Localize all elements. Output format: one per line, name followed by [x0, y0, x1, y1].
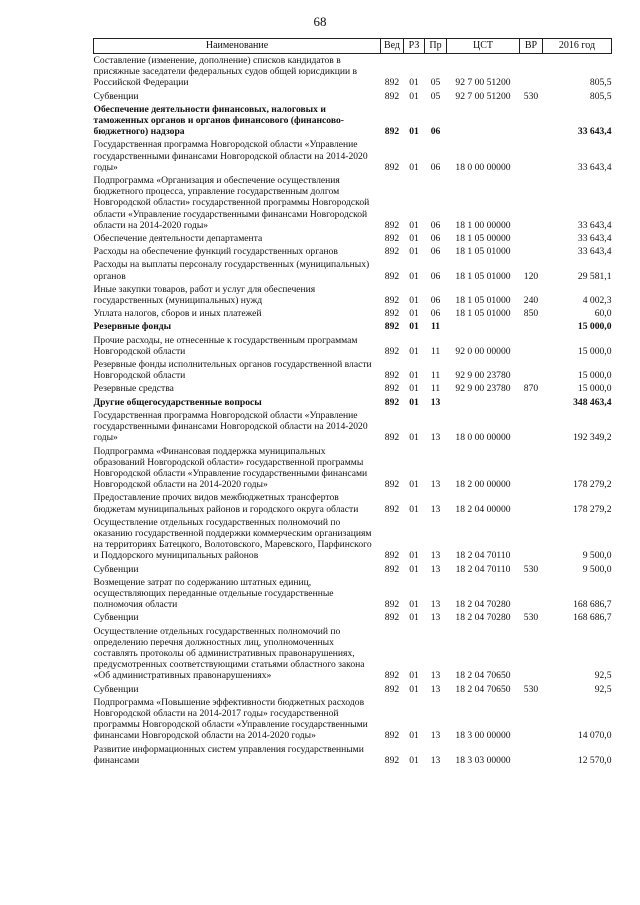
row-cst-cell: [447, 320, 520, 333]
row-rz-cell: 01: [409, 126, 419, 138]
row-sum-cell: 805,5: [589, 77, 612, 89]
row-pr-cell: 06: [430, 219, 441, 231]
row-name-cell: Подпрограмма «Организация и обеспечение осуществления бюджетного процесса, управление государственным долгом Новгородской области» государственной программы Новгородской области «Управление государственными финансами Новгородской области на 2014-2020 годы»: [93, 175, 370, 231]
table-row: [94, 283, 612, 307]
row-cst-cell: 92 7 00 51200: [455, 90, 511, 102]
row-name-cell: Развитие информационных систем управления государственными финансами: [93, 743, 364, 766]
table-row: [94, 382, 612, 395]
row-cst-cell: 18 3 03 00000: [455, 754, 511, 766]
table-row: [94, 611, 612, 624]
row-pr-cell: 13: [430, 503, 441, 515]
row-pr-cell: 05: [430, 77, 441, 89]
row-pr-cell: 06: [430, 246, 441, 258]
row-rz-cell: 01: [409, 754, 419, 766]
row-name-cell: Государственная программа Новгородской области «Управление государственными финансами Новгородской области на 2014-2020 годы»: [93, 139, 368, 173]
row-rz-cell: 01: [409, 370, 419, 382]
row-cst-cell: 18 1 05 01000: [455, 270, 511, 282]
row-rz-cell: 01: [409, 670, 419, 682]
row-sum-cell: 348 463,4: [573, 396, 612, 408]
table-row: [94, 563, 612, 576]
row-vr-cell: [520, 491, 543, 515]
row-ved-cell: 892: [384, 730, 400, 742]
row-rz-cell: 01: [409, 246, 419, 258]
row-cst-cell: 18 2 04 70650: [455, 670, 511, 682]
row-sum-cell: 12 570,0: [577, 754, 612, 766]
row-name-cell: Обеспечение деятельности финансовых, налоговых и таможенных органов и органов финансового (финансово-бюджетного) надзора: [93, 103, 344, 138]
table-row: [94, 320, 612, 333]
column-header-year: 2016 год: [543, 39, 612, 54]
row-pr-cell: 13: [430, 612, 441, 624]
table-row: [94, 409, 612, 445]
row-vr-cell: [520, 320, 543, 333]
row-vr-cell: 530: [523, 612, 539, 624]
row-ved-cell: 892: [384, 479, 400, 491]
row-vr-cell: 240: [523, 295, 539, 307]
row-vr-cell: [520, 696, 543, 743]
row-rz-cell: 01: [409, 345, 419, 357]
row-cst-cell: 18 2 04 70110: [455, 563, 511, 575]
row-name-cell: Возмещение затрат по содержанию штатных единиц, осуществляющих переданные отдельные государственные полномочия области: [93, 576, 334, 611]
row-sum-cell: 15 000,0: [577, 370, 612, 382]
row-cst-cell: 92 9 00 23780: [455, 370, 511, 382]
row-cst-cell: 18 0 00 00000: [455, 161, 511, 173]
row-ved-cell: 892: [384, 126, 400, 138]
row-pr-cell: 13: [430, 432, 441, 444]
column-header-name: Наименование: [94, 39, 381, 54]
row-name-cell: Резервные фонды исполнительных органов государственной власти Новгородской области: [93, 359, 372, 382]
row-sum-cell: 15 000,0: [577, 345, 612, 357]
row-pr-cell: 06: [430, 126, 441, 138]
row-cst-cell: 92 0 00 00000: [455, 345, 511, 357]
row-name-cell: Другие общегосударственные вопросы: [93, 396, 262, 408]
row-ved-cell: 892: [384, 612, 400, 624]
row-sum-cell: 9 500,0: [582, 563, 612, 575]
row-cst-cell: 18 0 00 00000: [455, 432, 511, 444]
row-name-cell: Субвенции: [93, 683, 139, 695]
row-ved-cell: 892: [384, 754, 400, 766]
table-row: [94, 138, 612, 174]
table-row: [94, 334, 612, 358]
row-pr-cell: 13: [430, 754, 441, 766]
row-vr-cell: [520, 54, 543, 90]
row-vr-cell: [520, 245, 543, 258]
row-name-cell: Подпрограмма «Повышение эффективности бюджетных расходов Новгородской области на 2014-2017 годы» государственной программы Новгородской области «Управление государственными финансами Новгородской области на 2014-2020 годы»: [93, 696, 368, 742]
row-cst-cell: 18 2 04 70280: [455, 599, 511, 611]
row-pr-cell: 13: [430, 550, 441, 562]
row-pr-cell: 11: [430, 383, 441, 395]
row-pr-cell: 05: [430, 90, 441, 102]
row-name-cell: Субвенции: [93, 90, 139, 102]
row-rz-cell: 01: [409, 612, 419, 624]
row-ved-cell: 892: [384, 396, 400, 408]
row-pr-cell: 13: [430, 396, 441, 408]
row-sum-cell: 15 000,0: [577, 383, 612, 395]
row-rz-cell: 01: [409, 550, 419, 562]
row-rz-cell: 01: [409, 683, 419, 695]
row-ved-cell: 892: [384, 503, 400, 515]
row-rz-cell: 01: [409, 383, 419, 395]
row-ved-cell: 892: [384, 295, 400, 307]
row-name-cell: Уплата налогов, сборов и иных платежей: [93, 308, 262, 320]
row-rz-cell: 01: [409, 270, 419, 282]
column-header-pr: Пр: [425, 39, 447, 54]
row-ved-cell: 892: [384, 246, 400, 258]
row-pr-cell: 13: [430, 599, 441, 611]
row-pr-cell: 13: [430, 670, 441, 682]
row-pr-cell: 06: [430, 233, 441, 245]
row-cst-cell: 18 1 05 01000: [455, 246, 511, 258]
row-name-cell: Резервные фонды: [93, 321, 172, 333]
row-vr-cell: [520, 625, 543, 683]
row-sum-cell: 33 643,4: [577, 246, 612, 258]
row-vr-cell: 850: [523, 308, 539, 320]
row-pr-cell: 06: [430, 295, 441, 307]
row-vr-cell: [520, 445, 543, 492]
row-cst-cell: 18 1 05 00000: [455, 233, 511, 245]
row-ved-cell: 892: [384, 345, 400, 357]
row-rz-cell: 01: [409, 308, 419, 320]
row-sum-cell: 33 643,4: [577, 233, 612, 245]
row-cst-cell: 18 2 04 00000: [455, 503, 511, 515]
row-sum-cell: 178 279,2: [573, 503, 612, 515]
row-vr-cell: [520, 396, 543, 409]
row-name-cell: Расходы на обеспечение функций государственных органов: [93, 246, 338, 258]
row-sum-cell: 60,0: [594, 308, 612, 320]
row-cst-cell: [447, 396, 520, 409]
row-rz-cell: 01: [409, 503, 419, 515]
row-rz-cell: 01: [409, 730, 419, 742]
column-header-rz: РЗ: [404, 39, 425, 54]
row-ved-cell: 892: [384, 432, 400, 444]
table-row: [94, 307, 612, 320]
table-row: [94, 743, 612, 767]
row-ved-cell: 892: [384, 370, 400, 382]
row-name-cell: Прочие расходы, не отнесенные к государственным программам Новгородской области: [93, 334, 358, 357]
row-ved-cell: 892: [384, 383, 400, 395]
row-sum-cell: 168 686,7: [573, 599, 612, 611]
row-ved-cell: 892: [384, 670, 400, 682]
row-rz-cell: 01: [409, 295, 419, 307]
row-rz-cell: 01: [409, 219, 419, 231]
row-ved-cell: 892: [384, 599, 400, 611]
row-name-cell: Расходы на выплаты персоналу государственных (муниципальных) органов: [93, 259, 370, 282]
row-rz-cell: 01: [409, 396, 419, 408]
row-sum-cell: 33 643,4: [577, 126, 612, 138]
row-ved-cell: 892: [384, 683, 400, 695]
row-rz-cell: 01: [409, 563, 419, 575]
row-name-cell: Подпрограмма «Финансовая поддержка муниципальных образований Новгородской области» государственной программы Новгородской области «Управление государственными финансами Новгородской области на 2014-2020 годы»: [93, 445, 368, 491]
row-sum-cell: 178 279,2: [573, 479, 612, 491]
table-row: [94, 625, 612, 683]
table-row: [94, 683, 612, 696]
row-cst-cell: 18 1 05 01000: [455, 295, 511, 307]
column-header-ved: Вед: [381, 39, 404, 54]
row-ved-cell: 892: [384, 219, 400, 231]
row-pr-cell: 13: [430, 563, 441, 575]
row-vr-cell: [520, 334, 543, 358]
row-vr-cell: 870: [523, 383, 539, 395]
column-header-vr: ВР: [520, 39, 543, 54]
row-name-cell: Обеспечение деятельности департамента: [93, 233, 263, 245]
row-vr-cell: [520, 409, 543, 445]
row-vr-cell: 530: [523, 683, 539, 695]
row-vr-cell: [520, 576, 543, 612]
table-row: [94, 54, 612, 90]
row-name-cell: Иные закупки товаров, работ и услуг для обеспечения государственных (муниципальных) нужд: [93, 283, 316, 307]
row-rz-cell: 01: [409, 432, 419, 444]
row-rz-cell: 01: [409, 90, 419, 102]
row-rz-cell: 01: [409, 599, 419, 611]
row-pr-cell: 13: [430, 683, 441, 695]
row-sum-cell: 92,5: [594, 670, 612, 682]
row-sum-cell: 15 000,0: [577, 321, 612, 333]
row-cst-cell: 18 2 04 70280: [455, 612, 511, 624]
table-row: [94, 245, 612, 258]
table-row: [94, 232, 612, 245]
row-pr-cell: 13: [430, 479, 441, 491]
row-vr-cell: [520, 138, 543, 174]
row-ved-cell: 892: [384, 233, 400, 245]
row-pr-cell: 11: [430, 370, 441, 382]
row-cst-cell: [447, 103, 520, 139]
table-row: [94, 696, 612, 743]
row-vr-cell: [520, 358, 543, 382]
page-number: 68: [313, 14, 327, 29]
row-vr-cell: 530: [523, 563, 539, 575]
row-vr-cell: [520, 743, 543, 767]
table-row: [94, 445, 612, 492]
row-name-cell: Государственная программа Новгородской области «Управление государственными финансами Новгородской области на 2014-2020 годы»: [93, 409, 368, 444]
table-row: [94, 576, 612, 612]
row-rz-cell: 01: [409, 77, 419, 89]
row-rz-cell: 01: [409, 479, 419, 491]
row-cst-cell: 18 2 04 70650: [455, 683, 511, 695]
row-name-cell: Осуществление отдельных государственных полномочий по оказанию государственной поддержки коммерческим организациям на территориях Батецкого, Волотовского, Маревского, Парфинского и Поддорского муниципальных районов: [93, 516, 372, 562]
row-vr-cell: [520, 174, 543, 232]
row-name-cell: Составление (изменение, дополнение) списков кандидатов в присяжные заседатели федеральных судов общей юрисдикции в Российской Федерации: [93, 55, 358, 89]
row-rz-cell: 01: [409, 321, 419, 333]
row-sum-cell: 192 349,2: [573, 432, 612, 444]
table-row: [94, 258, 612, 282]
row-sum-cell: 805,5: [589, 90, 612, 102]
table-row: [94, 103, 612, 139]
row-name-cell: Субвенции: [93, 563, 139, 575]
row-vr-cell: 120: [523, 270, 539, 282]
row-sum-cell: 4 002,3: [582, 295, 612, 307]
row-ved-cell: 892: [384, 563, 400, 575]
table-body: [94, 54, 612, 767]
row-cst-cell: 92 9 00 23780: [455, 383, 511, 395]
row-pr-cell: 06: [430, 161, 441, 173]
row-ved-cell: 892: [384, 77, 400, 89]
row-ved-cell: 892: [384, 308, 400, 320]
row-vr-cell: [520, 516, 543, 563]
row-sum-cell: 33 643,4: [577, 161, 612, 173]
table-row: [94, 516, 612, 563]
row-sum-cell: 9 500,0: [582, 550, 612, 562]
row-name-cell: Предоставление прочих видов межбюджетных трансфертов бюджетам муниципальных районов и городского округа области: [93, 492, 359, 515]
row-pr-cell: 11: [430, 321, 441, 333]
row-name-cell: Субвенции: [93, 612, 139, 624]
row-pr-cell: 06: [430, 308, 441, 320]
row-ved-cell: 892: [384, 270, 400, 282]
table-row: [94, 491, 612, 515]
row-cst-cell: 18 3 00 00000: [455, 730, 511, 742]
row-pr-cell: 11: [430, 345, 441, 357]
row-sum-cell: 168 686,7: [573, 612, 612, 624]
row-vr-cell: 530: [523, 90, 539, 102]
row-name-cell: Осуществление отдельных государственных полномочий по определению перечня должностных лиц, уполномоченных составлять протоколы об административных правонарушениях, предусмотренных соответствующими статьями областного закона «Об административных правонарушениях»: [93, 625, 365, 682]
row-rz-cell: 01: [409, 233, 419, 245]
row-ved-cell: 892: [384, 550, 400, 562]
row-ved-cell: 892: [384, 161, 400, 173]
row-vr-cell: [520, 103, 543, 139]
row-cst-cell: 18 1 05 01000: [455, 308, 511, 320]
column-header-cst: ЦСТ: [447, 39, 520, 54]
row-ved-cell: 892: [384, 321, 400, 333]
row-cst-cell: 18 1 00 00000: [455, 219, 511, 231]
row-cst-cell: 92 7 00 51200: [455, 77, 511, 89]
row-sum-cell: 14 070,0: [577, 730, 612, 742]
row-pr-cell: 06: [430, 270, 441, 282]
row-cst-cell: 18 2 04 70110: [455, 550, 511, 562]
budget-table: [93, 38, 612, 767]
row-name-cell: Резервные средства: [93, 383, 174, 395]
row-pr-cell: 13: [430, 730, 441, 742]
row-sum-cell: 92,5: [594, 683, 612, 695]
table-row: [94, 396, 612, 409]
table-header-row: [94, 39, 612, 54]
row-ved-cell: 892: [384, 90, 400, 102]
row-cst-cell: 18 2 00 00000: [455, 479, 511, 491]
table-row: [94, 358, 612, 382]
row-vr-cell: [520, 232, 543, 245]
row-sum-cell: 33 643,4: [577, 219, 612, 231]
row-sum-cell: 29 581,1: [577, 270, 612, 282]
row-rz-cell: 01: [409, 161, 419, 173]
table-row: [94, 174, 612, 232]
table-row: [94, 90, 612, 103]
